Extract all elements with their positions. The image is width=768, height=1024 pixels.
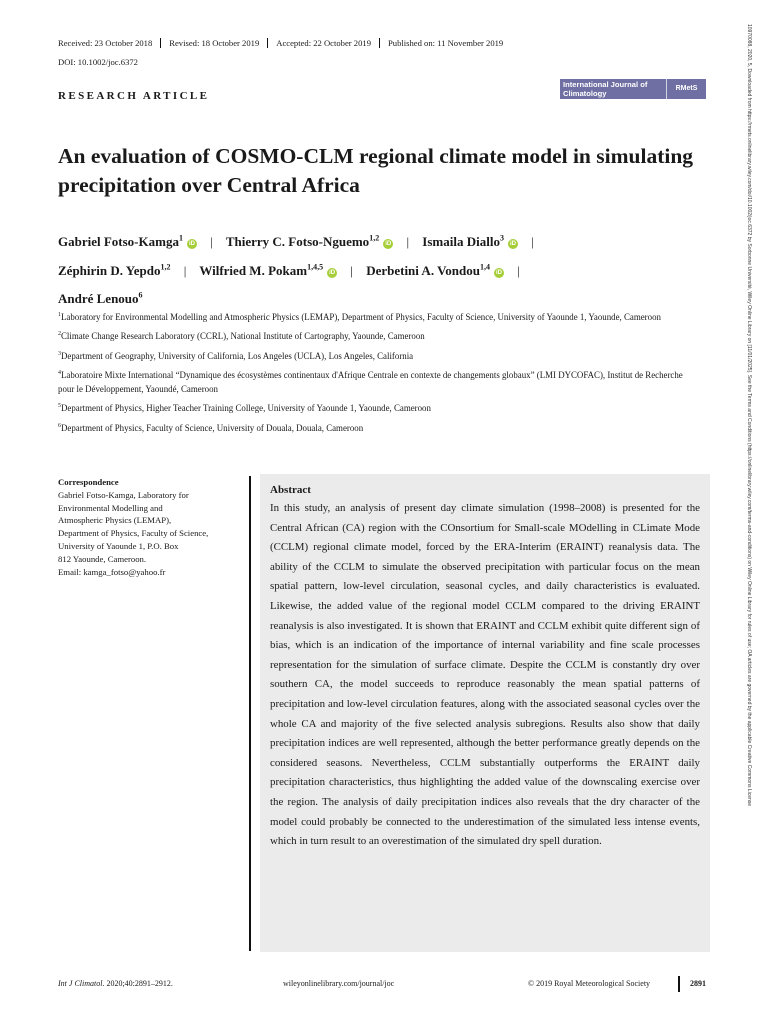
article-title: An evaluation of COSMO-CLM regional climate model in simulating precipitation over Central Africa bbox=[58, 144, 694, 197]
author-affil: 1,2 bbox=[160, 262, 171, 272]
correspondence-line: Gabriel Fotso-Kamga, Laboratory for bbox=[58, 489, 189, 500]
page-number: 2891 bbox=[690, 979, 706, 988]
abstract-box bbox=[260, 474, 710, 952]
abstract-heading: Abstract bbox=[270, 484, 311, 496]
author-affil: 1,2 bbox=[369, 234, 380, 243]
affiliation-number: 5 bbox=[58, 403, 61, 410]
author[interactable] bbox=[58, 263, 170, 278]
orcid-icon[interactable]: iD bbox=[509, 241, 516, 248]
affiliation-number: 2 bbox=[58, 331, 61, 338]
author-affil: 1 bbox=[178, 234, 183, 243]
abstract-text: In this study, an analysis of present day climate simulation (1998–2008) is presented for the Central African (CA) region with the COnsortium for Small-scale MOdelling in CLimate Mode (CCLM) regional climate model, forced by the ERA-Interim (ERAINT) reanalysis data. The ability of the CCLM to simulate the observed precipitation with particular focus on the mean spatial pattern, low-level circulation, seasonal cycles, and daily characteristics is evaluated. Likewise, the added value of the regional model CCLM compared to the driving ERAINT reanalysis is also investigated. It is shown that ERAINT and CCLM exhibit quite different sign of bias, which is an indication of the importance of internal variability and fine scale processes representation for the simulation of surface climate. Despite the CCLM is constantly dry over southern CA, the model succeeds to reproduce reasonably the mean spatial patterns of precipitation and low-level circulation features, along with the associated seasonal cycles over the whole CA and majority of the five selected analysis subregions. Results also show that daily precipitation indices are well represented, although the better performance greatly depends on the considered seasons. Nevertheless, CCLM substantially outperforms the ERAINT daily precipitation characteristics, thus highlighting the added value of the downscaling exercise over the region. The analysis of daily precipitation indices also reveals that the dry character of the model could probably be connected to the underestimation of the simulated less intense events, which in turn result to an overestimation of the simulated dry spell duration. bbox=[270, 502, 700, 848]
affiliation bbox=[58, 400, 700, 415]
correspondence-line: University of Yaounde 1, P.O. Box bbox=[58, 540, 179, 551]
affiliations bbox=[58, 309, 700, 439]
correspondence-heading: Correspondence bbox=[58, 477, 119, 487]
correspondence-line: Atmospheric Physics (LEMAP), bbox=[58, 515, 172, 526]
orcid-icon[interactable]: iD bbox=[188, 241, 195, 248]
affiliation bbox=[58, 367, 700, 396]
article-dates bbox=[58, 38, 511, 48]
affiliation-text: Department of Physics, Faculty of Science, University of Douala, Douala, Cameroon bbox=[61, 422, 364, 433]
published-date: Published on: 11 November 2019 bbox=[379, 38, 511, 48]
doi[interactable]: DOI: 10.1002/joc.6372 bbox=[58, 57, 138, 67]
accepted-date: Accepted: 22 October 2019 bbox=[267, 38, 379, 48]
author-separator: | bbox=[210, 234, 213, 250]
author-affil: 1,4,5 bbox=[307, 262, 324, 272]
rmets-logo: RMetS bbox=[666, 79, 706, 99]
author-separator: | bbox=[350, 262, 353, 278]
author-affil: 3 bbox=[499, 234, 504, 243]
journal-name: International Journal of Climatology bbox=[563, 80, 648, 98]
author-name: André Lenouo bbox=[58, 290, 139, 306]
correspondence-line: Environmental Modelling and bbox=[58, 502, 163, 513]
author-separator: | bbox=[406, 234, 410, 250]
affiliation-text: Laboratoire Mixte International “Dynamique des écosystèmes continentaux d'Afrique Centrale en contexte de changements globaux” (LMI DYCOFAC), Institut de Recherche pour le Développement, Yaoundé, Cameroon bbox=[58, 370, 683, 394]
correspondence-email[interactable]: Email: kamga_fotso@yahoo.fr bbox=[58, 566, 166, 577]
section-label: RESEARCH ARTICLE bbox=[58, 90, 210, 102]
correspondence bbox=[58, 476, 248, 578]
footer-divider bbox=[678, 976, 680, 992]
orcid-icon[interactable]: iD bbox=[329, 269, 336, 276]
journal-url[interactable]: wileyonlinelibrary.com/journal/joc bbox=[283, 979, 395, 988]
author-separator: | bbox=[531, 234, 534, 250]
author-name: Gabriel Fotso-Kamga bbox=[58, 234, 179, 250]
author-separator: | bbox=[517, 262, 520, 278]
author-name: Derbetini A. Vondou bbox=[366, 262, 480, 278]
affiliation bbox=[58, 309, 700, 324]
download-notice: 10970088, 2020, 5, Downloaded from https://rmets.onlinelibrary.wiley.com/doi/10.1002/joc.6372 by Sorbonne Université, Wiley Online Library on [11/01/2025]. See the Terms and Conditions (https://onlinelibrary.wiley.com/terms-and-conditions) on Wiley Online Library for rules of use; OA articles are governed by the applicable Creative Commons License bbox=[746, 24, 752, 807]
citation bbox=[58, 979, 173, 988]
author-name: Zéphirin D. Yepdo bbox=[58, 262, 161, 278]
author[interactable] bbox=[366, 263, 504, 278]
journal-logo[interactable] bbox=[560, 79, 706, 99]
page-footer bbox=[58, 979, 708, 993]
affiliation-text: Department of Geography, University of California, Los Angeles (UCLA), Los Angeles, California bbox=[61, 350, 414, 361]
correspondence-line: 812 Yaounde, Cameroon. bbox=[58, 553, 147, 564]
affiliation-number: 1 bbox=[58, 312, 61, 318]
author-affil: 1,4 bbox=[479, 262, 490, 272]
received-date: Received: 23 October 2018 bbox=[58, 38, 153, 48]
citation-details: 2020;40:2891–2912. bbox=[104, 979, 173, 988]
affiliation-text: Laboratory for Environmental Modelling and Atmospheric Physics (LEMAP), Department of Physics, Faculty of Science, University of Yaounde 1, Yaounde, Cameroon bbox=[61, 311, 661, 322]
copyright: © 2019 Royal Meteorological Society bbox=[528, 979, 651, 988]
author[interactable] bbox=[58, 234, 197, 249]
citation-journal: Int J Climatol. bbox=[58, 979, 105, 988]
author-name: Thierry C. Fotso-Nguemo bbox=[225, 234, 370, 250]
author[interactable] bbox=[58, 291, 143, 306]
affiliation-number: 6 bbox=[58, 422, 61, 429]
author-name: Ismaila Diallo bbox=[422, 234, 500, 250]
affiliation-text: Department of Physics, Higher Teacher Training College, University of Yaounde 1, Yaounde, Cameroon bbox=[61, 403, 431, 414]
correspondence-line: Department of Physics, Faculty of Science, bbox=[58, 528, 209, 539]
affiliation-number: 3 bbox=[58, 350, 61, 357]
affiliation bbox=[58, 420, 700, 435]
author-affil: 6 bbox=[138, 290, 143, 300]
author[interactable] bbox=[199, 263, 337, 278]
affiliation bbox=[58, 328, 700, 343]
affiliation bbox=[58, 348, 700, 363]
orcid-icon[interactable]: iD bbox=[495, 269, 502, 276]
revised-date: Revised: 18 October 2019 bbox=[160, 38, 267, 48]
author[interactable] bbox=[226, 234, 393, 249]
affiliation-number: 4 bbox=[58, 370, 61, 377]
affiliation-text: Climate Change Research Laboratory (CCRL), National Institute of Cartography, Yaounde, Cameroon bbox=[61, 331, 425, 342]
author-list bbox=[58, 226, 698, 311]
column-divider bbox=[249, 476, 251, 951]
orcid-icon[interactable]: iD bbox=[385, 241, 392, 248]
author-name: Wilfried M. Pokam bbox=[199, 262, 308, 278]
author[interactable] bbox=[422, 234, 518, 249]
author-separator: | bbox=[183, 262, 187, 278]
